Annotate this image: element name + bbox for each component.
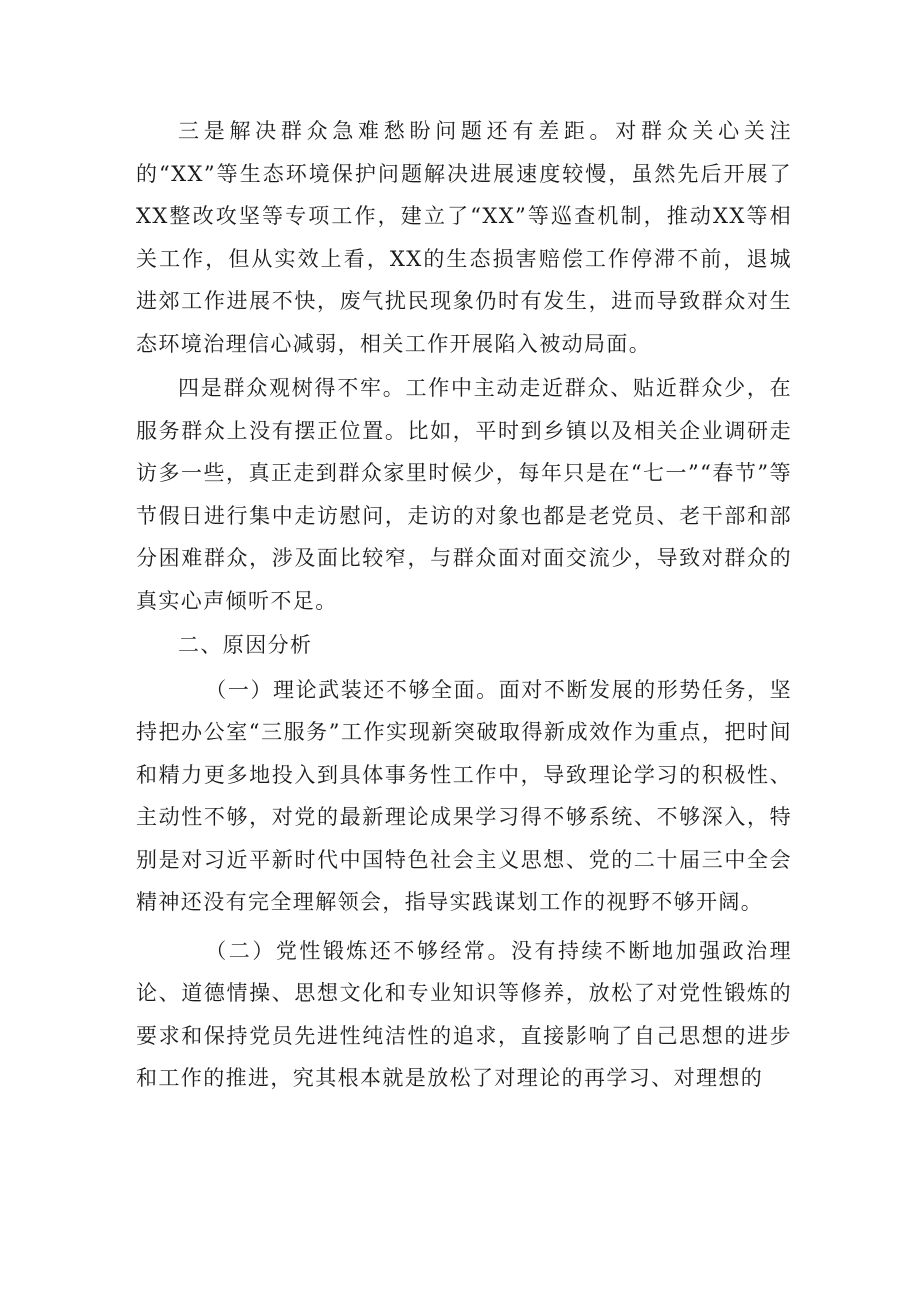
subsection-theory: （一）理论武装还不够全面。面对不断发展的形势任务，坚持把办公室“三服务”工作实现新突破取得新成效作为重点，把时间和精力更多地投入到具体事务性工作中，导致理论学习的积极性、主动性不够，对党的最新理论成果学习得不够系统、不够深入，特别是对习近平新时代中国特色社会主义思想、党的二十届三中全会精神还没有完全理解领会，指导实践谋划工作的视野不够开阔。	[136, 677, 792, 914]
paragraph-problem-four: 四是群众观树得不牢。工作中主动走近群众、贴近群众少，在服务群众上没有摆正位置。比如，平时到乡镇以及相关企业调研走访多一些，真正走到群众家里时候少，每年只是在“七一”“春节”等节假日进行集中走访慰问，走访的对象也都是老党员、老干部和部分困难群众，涉及面比较窄，与群众面对面交流少，导致对群众的真实心声倾听不足。	[136, 376, 792, 613]
paragraph-problem-three: 三是解决群众急难愁盼问题还有差距。对群众关心关注的“XX”等生态环境保护问题解决进展速度较慢，虽然先后开展了XX整改攻坚等专项工作，建立了“XX”等巡查机制，推动XX等相关工作，但从实效上看，XX的生态损害赔偿工作停滞不前，退城进郊工作进展不快，废气扰民现象仍时有发生，进而导致群众对生态环境治理信心减弱，相关工作开展陷入被动局面。	[136, 119, 792, 356]
document-body	[136, 110, 792, 1100]
subsection-party-spirit: （二）党性锻炼还不够经常。没有持续不断地加强政治理论、道德情操、思想文化和专业知识等修养，放松了对党性锻炼的要求和保持党员先进性纯洁性的追求，直接影响了自己思想的进步和工作的推进，究其根本就是放松了对理论的再学习、对理想的	[136, 938, 792, 1090]
section-heading-cause-analysis: 二、原因分析	[178, 633, 313, 657]
